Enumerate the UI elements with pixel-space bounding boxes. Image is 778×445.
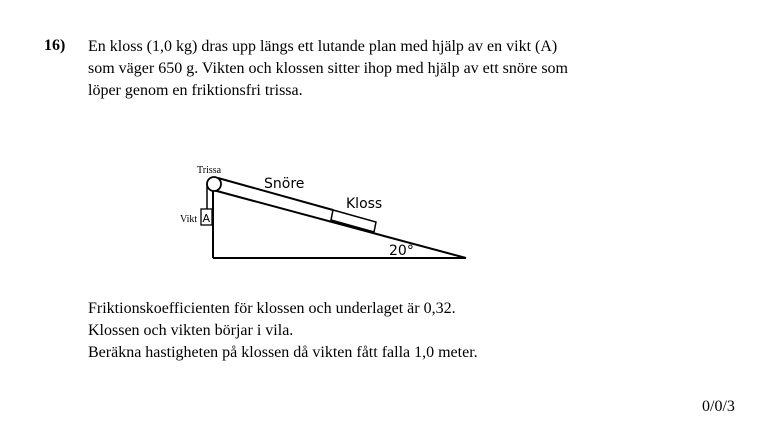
pulley-label: Trissa xyxy=(197,165,222,176)
score-label: 0/0/3 xyxy=(702,398,735,415)
intro-line: En kloss (1,0 kg) dras upp längs ett lutande plan med hjälp av en vikt (A) xyxy=(88,38,558,55)
intro-line: löper genom en friktionsfri trissa. xyxy=(88,82,303,99)
question-line: Klossen och vikten börjar i vila. xyxy=(88,322,294,339)
problem-question xyxy=(88,298,478,364)
pulley-icon xyxy=(207,177,221,191)
weight-letter: A xyxy=(202,212,211,225)
weight-label: Vikt xyxy=(180,214,198,225)
problem-number: 16) xyxy=(44,37,66,54)
question-line: Friktionskoefficienten för klossen och underlaget är 0,32. xyxy=(88,300,456,317)
question-line: Beräkna hastigheten på klossen då vikten fått falla 1,0 meter. xyxy=(88,344,478,361)
plane-hypotenuse xyxy=(213,190,466,258)
block-label: Kloss xyxy=(346,196,383,212)
string-label: Snöre xyxy=(264,176,305,192)
intro-line: som väger 650 g. Vikten och klossen sitter ihop med hjälp av ett snöre som xyxy=(88,60,568,77)
angle-label: 20° xyxy=(389,243,414,259)
